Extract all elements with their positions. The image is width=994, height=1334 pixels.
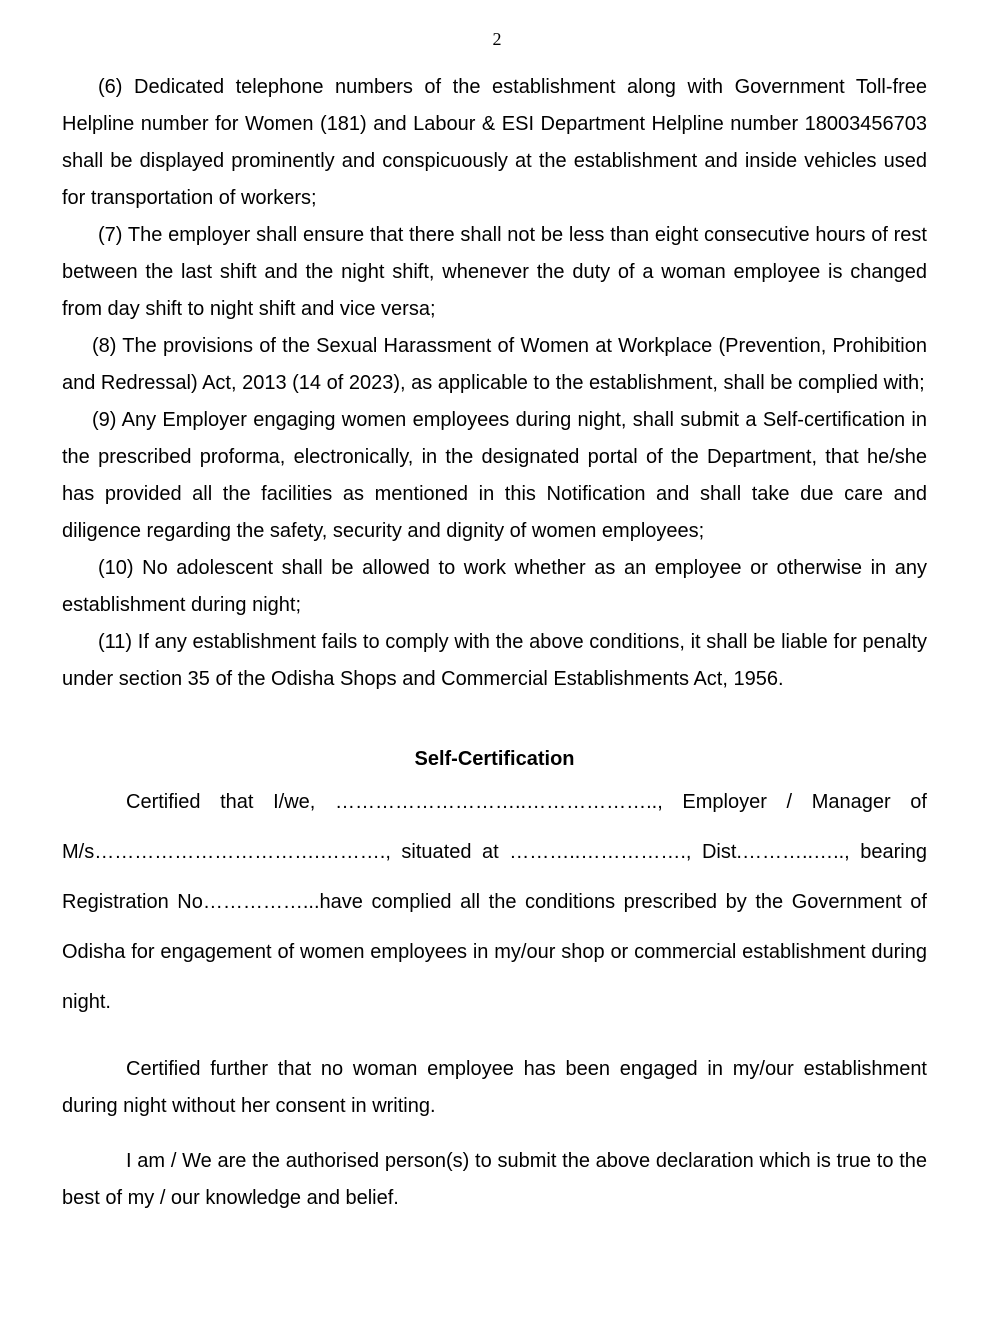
page-number: 2 xyxy=(492,29,502,49)
self-certification-heading: Self-Certification xyxy=(414,748,575,770)
clause-9: (9) Any Employer engaging women employees during night, shall submit a Self-certification in the prescribed proforma, electronically, in the designated portal of the Department, that he/she has provided all the facilities as mentioned in this Notification and shall take due care and diligence regarding the safety, security and dignity of women employees; xyxy=(62,409,927,542)
clause-11: (11) If any establishment fails to comply with the above conditions, it shall be liable for penalty under section 35 of the Odisha Shops and Commercial Establishments Act, 1956. xyxy=(62,631,927,690)
clause-6: (6) Dedicated telephone numbers of the establishment along with Government Toll-free Helpline number for Women (181) and Labour & ESI Department Helpline number 18003456703 shall be displayed prominently and conspicuously at the establishment and inside vehicles used for transportation of workers; xyxy=(62,76,927,209)
clause-8: (8) The provisions of the Sexual Harassment of Women at Workplace (Prevention, Prohibition and Redressal) Act, 2013 (14 of 2023), as applicable to the establishment, shall be complied with; xyxy=(62,335,927,394)
certification-statement: Certified that I/we, ………………………..……………….., Employer / Manager of M/s…………………………….………., situated at ………..……………., Dist.………..….., bearing Registration No……………...have complied all the conditions prescribed by the Government of Odisha for engagement of women employees in my/our shop or commercial establishment during night. xyxy=(62,791,927,1013)
certification-further-statement: Certified further that no woman employee has been engaged in my/our establishment during night without her consent in writing. xyxy=(62,1058,927,1117)
document-body xyxy=(62,69,927,1217)
clause-10: (10) No adolescent shall be allowed to work whether as an employee or otherwise in any establishment during night; xyxy=(62,557,927,616)
authorisation-declaration: I am / We are the authorised person(s) to submit the above declaration which is true to the best of my / our knowledge and belief. xyxy=(62,1150,927,1209)
clause-7: (7) The employer shall ensure that there shall not be less than eight consecutive hours of rest between the last shift and the night shift, whenever the duty of a woman employee is changed from day shift to night shift and vice versa; xyxy=(62,224,927,320)
